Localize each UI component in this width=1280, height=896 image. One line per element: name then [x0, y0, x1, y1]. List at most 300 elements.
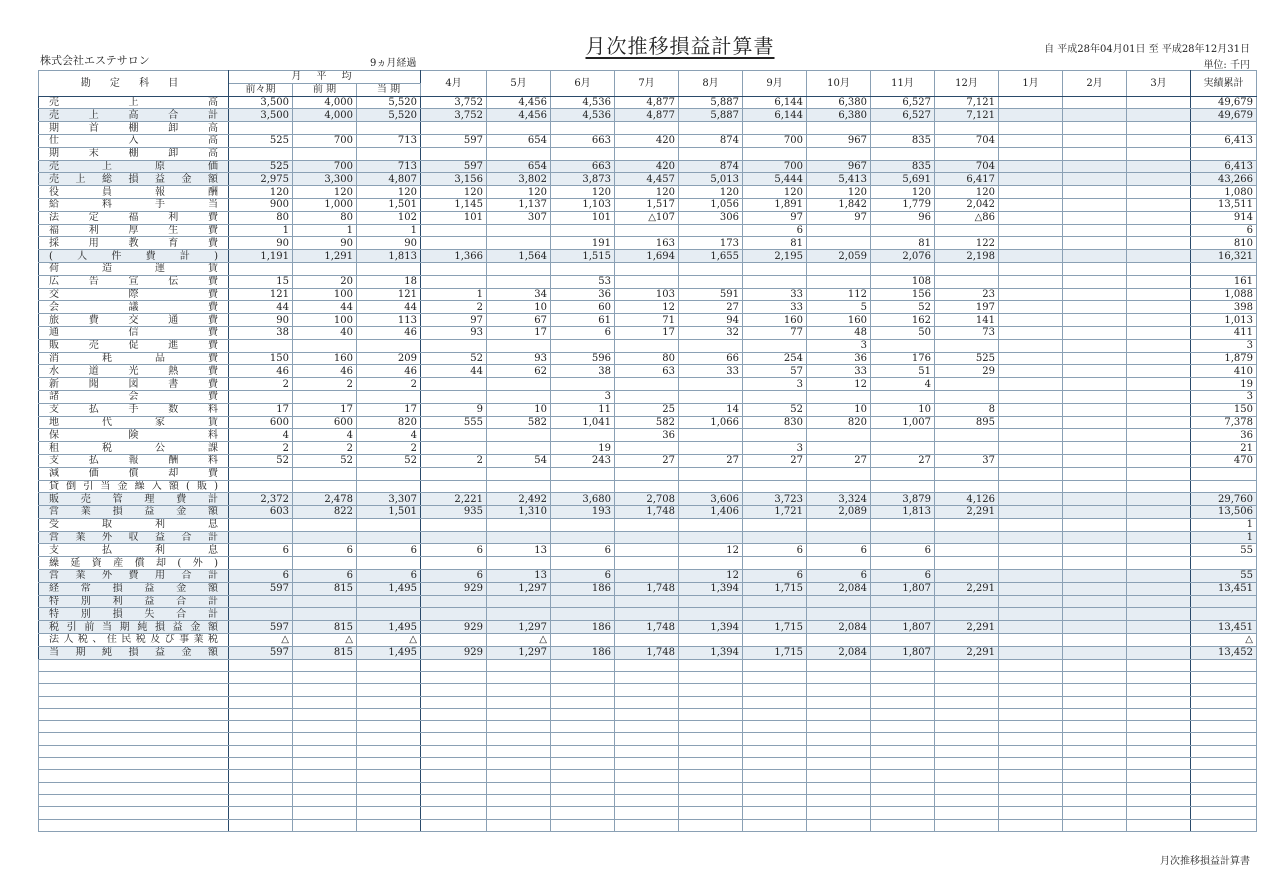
- avg-cell: 90: [229, 237, 293, 250]
- month-cell: [935, 224, 999, 237]
- blank-cell: [871, 745, 935, 757]
- blank-cell: [39, 684, 229, 696]
- blank-cell: [1127, 794, 1191, 806]
- month-cell: 5,887: [679, 96, 743, 109]
- blank-cell: [39, 696, 229, 708]
- blank-cell: [551, 659, 615, 671]
- blank-cell: [935, 696, 999, 708]
- month-cell: 186: [551, 621, 615, 634]
- month-cell: [871, 147, 935, 160]
- month-cell: 97: [807, 211, 871, 224]
- table-row: [39, 531, 1257, 544]
- month-cell: 1,066: [679, 416, 743, 429]
- month-cell: [421, 339, 487, 352]
- month-cell: [551, 429, 615, 442]
- blank-cell: [679, 671, 743, 683]
- blank-cell: [229, 807, 293, 819]
- month-cell: 6: [551, 544, 615, 557]
- account-label: 支払報酬料: [39, 454, 229, 467]
- table-row: [39, 582, 1257, 595]
- month-cell: 29: [935, 365, 999, 378]
- avg-cell: 2,478: [293, 493, 357, 506]
- blank-cell: [487, 733, 551, 745]
- month-cell: 120: [615, 186, 679, 199]
- month-cell: [421, 634, 487, 647]
- avg-cell: 38: [229, 326, 293, 339]
- month-cell: [743, 339, 807, 352]
- month-cell: 1,779: [871, 198, 935, 211]
- blank-cell: [935, 807, 999, 819]
- month-cell: 27: [807, 454, 871, 467]
- avg-cell: [357, 595, 421, 608]
- month-cell: 27: [615, 454, 679, 467]
- month-cell: [1063, 122, 1127, 135]
- blank-cell: [39, 770, 229, 782]
- month-cell: [1063, 378, 1127, 391]
- avg-cell: [229, 262, 293, 275]
- month-cell: [487, 518, 551, 531]
- month-cell: 12: [679, 570, 743, 583]
- month-cell: 12: [615, 301, 679, 314]
- avg-cell: 4: [229, 429, 293, 442]
- month-cell: [807, 262, 871, 275]
- month-cell: [421, 518, 487, 531]
- blank-cell: [807, 745, 871, 757]
- blank-cell: [615, 671, 679, 683]
- table-row: [39, 467, 1257, 480]
- blank-cell: [39, 758, 229, 770]
- month-cell: 10: [487, 403, 551, 416]
- blank-cell: [615, 696, 679, 708]
- avg-cell: 52: [357, 454, 421, 467]
- month-cell: 4,456: [487, 96, 551, 109]
- blank-cell: [1127, 807, 1191, 819]
- month-cell: 191: [551, 237, 615, 250]
- month-cell: [999, 147, 1063, 160]
- month-cell: [935, 147, 999, 160]
- avg-cell: 2,975: [229, 173, 293, 186]
- total-cell: 13,452: [1191, 646, 1257, 659]
- month-cell: [679, 339, 743, 352]
- avg-cell: 15: [229, 275, 293, 288]
- month-cell: 52: [421, 352, 487, 365]
- month-cell: [487, 339, 551, 352]
- month-cell: [999, 237, 1063, 250]
- total-cell: 150: [1191, 403, 1257, 416]
- blank-cell: [421, 758, 487, 770]
- avg-cell: 121: [229, 288, 293, 301]
- month-cell: 1,041: [551, 416, 615, 429]
- blank-cell: [551, 733, 615, 745]
- month-cell: [615, 608, 679, 621]
- month-cell: [935, 429, 999, 442]
- month-cell: 4,536: [551, 96, 615, 109]
- month-cell: 2,291: [935, 582, 999, 595]
- report-title: 月次推移損益計算書: [585, 34, 775, 58]
- avg-cell: [293, 262, 357, 275]
- avg-cell: 2: [293, 378, 357, 391]
- month-cell: 1,655: [679, 250, 743, 263]
- blank-cell: [999, 733, 1063, 745]
- month-cell: 53: [551, 275, 615, 288]
- blank-row: [39, 782, 1257, 794]
- month-cell: [1127, 429, 1191, 442]
- avg-cell: 18: [357, 275, 421, 288]
- blank-cell: [421, 696, 487, 708]
- blank-cell: [615, 745, 679, 757]
- month-cell: [487, 224, 551, 237]
- month-cell: [935, 339, 999, 352]
- month-cell: [487, 608, 551, 621]
- blank-cell: [1127, 733, 1191, 745]
- account-label: 支払手数料: [39, 403, 229, 416]
- month-cell: 38: [551, 365, 615, 378]
- month-cell: [487, 595, 551, 608]
- month-cell: [871, 595, 935, 608]
- account-label: 保険料: [39, 429, 229, 442]
- month-cell: [743, 275, 807, 288]
- blank-cell: [679, 684, 743, 696]
- month-cell: 6: [551, 570, 615, 583]
- blank-cell: [293, 794, 357, 806]
- avg-cell: 4,807: [357, 173, 421, 186]
- month-cell: [999, 493, 1063, 506]
- month-cell: 1,297: [487, 582, 551, 595]
- month-cell: 254: [743, 352, 807, 365]
- month-cell: [1127, 186, 1191, 199]
- month-cell: 1,564: [487, 250, 551, 263]
- month-cell: 2,492: [487, 493, 551, 506]
- avg-cell: [293, 480, 357, 493]
- blank-cell: [807, 684, 871, 696]
- month-cell: 2,059: [807, 250, 871, 263]
- blank-cell: [679, 819, 743, 831]
- month-cell: [1127, 147, 1191, 160]
- month-cell: [743, 467, 807, 480]
- month-cell: 1,310: [487, 506, 551, 519]
- month-cell: 27: [743, 454, 807, 467]
- blank-cell: [871, 721, 935, 733]
- month-cell: [999, 506, 1063, 519]
- avg-cell: 1,501: [357, 198, 421, 211]
- month-cell: 162: [871, 314, 935, 327]
- month-cell: 5,013: [679, 173, 743, 186]
- avg-cell: 6: [357, 544, 421, 557]
- month-cell: 120: [551, 186, 615, 199]
- month-cell: 6: [807, 570, 871, 583]
- month-cell: 2,291: [935, 646, 999, 659]
- total-cell: 49,679: [1191, 96, 1257, 109]
- blank-cell: [487, 770, 551, 782]
- month-cell: [1063, 365, 1127, 378]
- month-cell: [999, 634, 1063, 647]
- month-cell: 101: [421, 211, 487, 224]
- blank-cell: [487, 708, 551, 720]
- blank-cell: [935, 770, 999, 782]
- month-header: 2月: [1063, 71, 1127, 97]
- total-cell: △: [1191, 634, 1257, 647]
- month-cell: [487, 378, 551, 391]
- month-cell: [551, 531, 615, 544]
- blank-cell: [679, 807, 743, 819]
- month-cell: 103: [615, 288, 679, 301]
- month-cell: 54: [487, 454, 551, 467]
- month-cell: 2,195: [743, 250, 807, 263]
- avg-cell: [293, 608, 357, 621]
- blank-cell: [487, 684, 551, 696]
- avg-cell: 3,300: [293, 173, 357, 186]
- blank-cell: [1063, 807, 1127, 819]
- month-cell: [679, 122, 743, 135]
- month-cell: 420: [615, 134, 679, 147]
- month-cell: [999, 301, 1063, 314]
- blank-cell: [615, 733, 679, 745]
- month-cell: [871, 429, 935, 442]
- blank-cell: [935, 733, 999, 745]
- table-row: [39, 186, 1257, 199]
- blank-cell: [1127, 819, 1191, 831]
- month-cell: 1,748: [615, 621, 679, 634]
- month-cell: 1,103: [551, 198, 615, 211]
- account-label: 営業外費用合計: [39, 570, 229, 583]
- month-cell: 1,721: [743, 506, 807, 519]
- blank-cell: [743, 696, 807, 708]
- blank-cell: [1191, 819, 1257, 831]
- blank-cell: [1063, 671, 1127, 683]
- avg-cell: 1,495: [357, 621, 421, 634]
- blank-cell: [999, 819, 1063, 831]
- month-cell: [679, 595, 743, 608]
- month-cell: 120: [679, 186, 743, 199]
- blank-cell: [679, 659, 743, 671]
- month-cell: 50: [871, 326, 935, 339]
- month-cell: 1,137: [487, 198, 551, 211]
- month-cell: 663: [551, 134, 615, 147]
- table-row: [39, 211, 1257, 224]
- month-cell: [999, 390, 1063, 403]
- blank-cell: [39, 807, 229, 819]
- month-cell: [421, 557, 487, 570]
- month-cell: [1063, 237, 1127, 250]
- month-cell: 2,291: [935, 506, 999, 519]
- total-cell: 13,511: [1191, 198, 1257, 211]
- month-cell: [551, 467, 615, 480]
- month-cell: [1127, 646, 1191, 659]
- month-cell: [679, 531, 743, 544]
- month-cell: [807, 224, 871, 237]
- month-cell: [1127, 224, 1191, 237]
- blank-cell: [871, 733, 935, 745]
- avg-cell: 700: [293, 160, 357, 173]
- month-cell: [1063, 506, 1127, 519]
- blank-cell: [39, 782, 229, 794]
- total-cell: 410: [1191, 365, 1257, 378]
- table-row: [39, 365, 1257, 378]
- table-row: [39, 134, 1257, 147]
- blank-row: [39, 745, 1257, 757]
- blank-cell: [743, 659, 807, 671]
- blank-cell: [1063, 758, 1127, 770]
- avg-cell: [229, 531, 293, 544]
- month-header: 9月: [743, 71, 807, 97]
- account-label: 租税公課: [39, 442, 229, 455]
- month-cell: [615, 467, 679, 480]
- account-label: 期末棚卸高: [39, 147, 229, 160]
- month-cell: 3,879: [871, 493, 935, 506]
- table-row: [39, 198, 1257, 211]
- blank-cell: [1127, 708, 1191, 720]
- month-cell: [871, 339, 935, 352]
- month-cell: [1127, 518, 1191, 531]
- month-cell: [935, 262, 999, 275]
- month-cell: 163: [615, 237, 679, 250]
- blank-cell: [357, 671, 421, 683]
- blank-cell: [1127, 696, 1191, 708]
- month-cell: [487, 467, 551, 480]
- elapsed-months: 9ヵ月経過: [370, 58, 417, 69]
- total-cell: 21: [1191, 442, 1257, 455]
- table-row: [39, 403, 1257, 416]
- account-label: 受取利息: [39, 518, 229, 531]
- avg-cell: [357, 390, 421, 403]
- total-cell: [1191, 262, 1257, 275]
- month-cell: 52: [743, 403, 807, 416]
- avg-cell: 1: [357, 224, 421, 237]
- blank-cell: [551, 721, 615, 733]
- month-cell: △107: [615, 211, 679, 224]
- blank-cell: [293, 721, 357, 733]
- month-cell: [999, 173, 1063, 186]
- month-cell: [743, 262, 807, 275]
- avg-cell: 820: [357, 416, 421, 429]
- month-cell: [1127, 480, 1191, 493]
- blank-cell: [551, 782, 615, 794]
- month-header: 1月: [999, 71, 1063, 97]
- blank-cell: [357, 794, 421, 806]
- month-cell: 582: [487, 416, 551, 429]
- avg-cell: 2: [229, 378, 293, 391]
- account-label: 営業外収益合計: [39, 531, 229, 544]
- month-cell: [1063, 480, 1127, 493]
- total-cell: 398: [1191, 301, 1257, 314]
- account-label: 特別損失合計: [39, 608, 229, 621]
- month-cell: [1063, 634, 1127, 647]
- blank-cell: [743, 745, 807, 757]
- blank-cell: [551, 794, 615, 806]
- month-cell: 96: [871, 211, 935, 224]
- blank-cell: [1191, 671, 1257, 683]
- month-cell: [871, 518, 935, 531]
- blank-cell: [1063, 794, 1127, 806]
- month-header: 11月: [871, 71, 935, 97]
- month-cell: [999, 454, 1063, 467]
- account-label: 福利厚生費: [39, 224, 229, 237]
- avg-cell: 120: [293, 186, 357, 199]
- avg-cell: 17: [357, 403, 421, 416]
- month-cell: [999, 570, 1063, 583]
- account-label: 広告宣伝費: [39, 275, 229, 288]
- month-cell: 3: [743, 442, 807, 455]
- avg-cell: [357, 467, 421, 480]
- blank-cell: [935, 671, 999, 683]
- month-cell: 66: [679, 352, 743, 365]
- total-cell: 36: [1191, 429, 1257, 442]
- total-cell: [1191, 595, 1257, 608]
- month-cell: [743, 390, 807, 403]
- blank-cell: [357, 770, 421, 782]
- month-header: 12月: [935, 71, 999, 97]
- blank-cell: [39, 745, 229, 757]
- month-cell: [999, 365, 1063, 378]
- month-cell: [1063, 326, 1127, 339]
- blank-cell: [807, 721, 871, 733]
- month-cell: [1063, 608, 1127, 621]
- avg-cell: 121: [357, 288, 421, 301]
- month-cell: 2,708: [615, 493, 679, 506]
- month-cell: 52: [871, 301, 935, 314]
- account-label: 売上原価: [39, 160, 229, 173]
- avg-cell: [229, 390, 293, 403]
- blank-cell: [229, 659, 293, 671]
- month-cell: [871, 390, 935, 403]
- total-cell: 3: [1191, 339, 1257, 352]
- month-cell: 93: [421, 326, 487, 339]
- avg-cell: [229, 557, 293, 570]
- month-cell: 120: [871, 186, 935, 199]
- avg-cell: 80: [293, 211, 357, 224]
- month-cell: 67: [487, 314, 551, 327]
- month-cell: [935, 122, 999, 135]
- month-cell: [615, 390, 679, 403]
- month-cell: [1127, 275, 1191, 288]
- month-cell: [1127, 352, 1191, 365]
- month-cell: [551, 122, 615, 135]
- month-cell: 582: [615, 416, 679, 429]
- month-cell: [679, 390, 743, 403]
- avg-cell: △: [229, 634, 293, 647]
- account-label: 当期純損益金額: [39, 646, 229, 659]
- month-cell: 2: [421, 301, 487, 314]
- month-cell: [551, 378, 615, 391]
- month-cell: [1127, 314, 1191, 327]
- month-cell: [421, 531, 487, 544]
- blank-row: [39, 696, 1257, 708]
- month-cell: 6,527: [871, 96, 935, 109]
- avg-cell: 1,495: [357, 582, 421, 595]
- total-cell: 411: [1191, 326, 1257, 339]
- month-cell: [1127, 506, 1191, 519]
- month-cell: [1127, 570, 1191, 583]
- month-cell: [999, 262, 1063, 275]
- month-cell: 4,457: [615, 173, 679, 186]
- month-cell: 654: [487, 160, 551, 173]
- blank-cell: [679, 708, 743, 720]
- blank-cell: [743, 770, 807, 782]
- month-cell: [615, 224, 679, 237]
- month-cell: 51: [871, 365, 935, 378]
- blank-cell: [807, 782, 871, 794]
- blank-row: [39, 819, 1257, 831]
- blank-cell: [1063, 745, 1127, 757]
- blank-cell: [39, 819, 229, 831]
- avg-cell: [357, 262, 421, 275]
- table-row: [39, 96, 1257, 109]
- month-cell: 830: [743, 416, 807, 429]
- account-label: 採用教育費: [39, 237, 229, 250]
- month-cell: [1127, 557, 1191, 570]
- total-cell: 7,378: [1191, 416, 1257, 429]
- blank-cell: [743, 684, 807, 696]
